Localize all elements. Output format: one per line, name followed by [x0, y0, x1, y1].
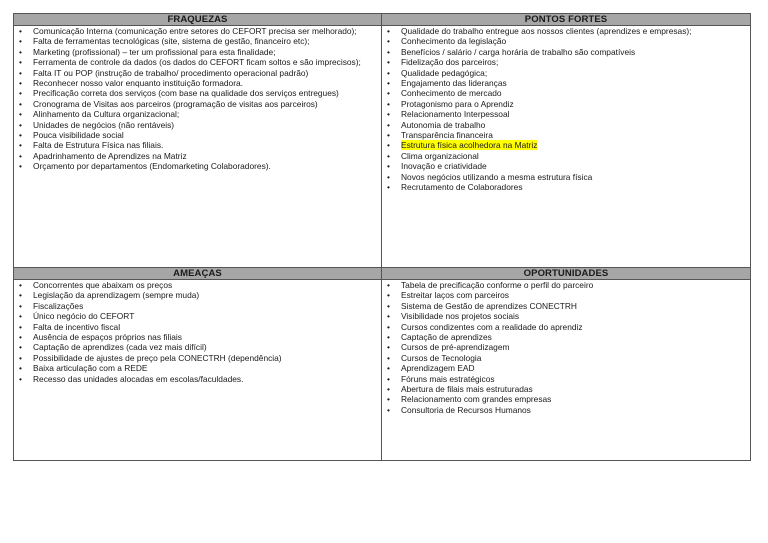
- list-item-text: Recesso das unidades alocadas em escolas/faculdades.: [33, 373, 244, 384]
- list-item: [382, 384, 746, 394]
- list-item: [382, 280, 746, 290]
- list-item: [14, 26, 377, 36]
- list-item-text: Relacionamento Interpessoal: [401, 109, 510, 120]
- list-item-text: Comunicação Interna (comunicação entre setores do CEFORT precisa ser melhorado);: [33, 26, 357, 36]
- list-item-text: Reconhecer nosso valor enquanto instituição formadora.: [33, 78, 243, 89]
- list-item-text: Autonomia de trabalho: [401, 119, 486, 130]
- list-item: [14, 47, 377, 57]
- list-item: [382, 88, 746, 98]
- pontos-fortes-header: PONTOS FORTES: [382, 14, 751, 26]
- list-item-text: Possibilidade de ajustes de preço pela CONECTRH (dependência): [33, 352, 282, 363]
- list-item: [14, 109, 377, 119]
- list-item-text: Qualidade do trabalho entregue aos nossos clientes (aprendizes e empresas);: [401, 26, 692, 36]
- list-item: [382, 363, 746, 373]
- list-item: [382, 405, 746, 415]
- list-item: [14, 57, 377, 67]
- list-item-text: Falta IT ou POP (instrução de trabalho/ procedimento operacional padrão): [33, 67, 309, 78]
- ameacas-cell: [14, 280, 382, 461]
- list-item-text: Sistema de Gestão de aprendizes CONECTRH: [401, 300, 577, 311]
- list-item-text: Ferramenta de controle da dados (os dados do CEFORT ficam soltos e são imprecisos);: [33, 57, 361, 68]
- pontos-fortes-cell: [382, 26, 751, 268]
- list-item: [382, 78, 746, 88]
- list-item-text: Estreitar laços com parceiros: [401, 290, 509, 301]
- list-item-text: Conhecimento da legislação: [401, 36, 507, 47]
- oportunidades-cell: [382, 280, 751, 461]
- list-item-text: Qualidade pedagógica;: [401, 67, 488, 78]
- list-item: [14, 88, 377, 98]
- list-item: [382, 99, 746, 109]
- list-item: [382, 120, 746, 130]
- list-item: [14, 140, 377, 150]
- list-item: [14, 290, 377, 300]
- list-item-text: Orçamento por departamentos (Endomarketing Colaboradores).: [33, 161, 271, 172]
- list-item-text: Benefícios / salário / carga horária de trabalho são compatíveis: [401, 46, 636, 57]
- list-item: [382, 290, 746, 300]
- list-item-text: Baixa articulação com a REDE: [33, 363, 148, 374]
- list-item: [382, 301, 746, 311]
- fraquezas-cell: [14, 26, 382, 268]
- list-item: [382, 26, 746, 36]
- list-item-text: Engajamento das lideranças: [401, 78, 507, 89]
- ameacas-list: [14, 280, 381, 384]
- list-item-text: Recrutamento de Colaboradores: [401, 182, 523, 193]
- list-item-text: Conhecimento de mercado: [401, 88, 502, 99]
- list-item-text: Fóruns mais estratégicos: [401, 373, 495, 384]
- list-item-text: Cursos de Tecnologia: [401, 352, 482, 363]
- list-item-text: Estrutura física acolhedora na Matriz: [401, 140, 538, 151]
- list-item-text: Novos negócios utilizando a mesma estrutura física: [401, 171, 593, 182]
- list-item-text: Falta de Estrutura Física nas filiais.: [33, 140, 164, 151]
- list-item-text: Cursos de pré-aprendizagem: [401, 342, 510, 353]
- list-item: [382, 161, 746, 171]
- list-item: [382, 68, 746, 78]
- list-item: [14, 301, 377, 311]
- list-item: [14, 120, 377, 130]
- list-item: [382, 109, 746, 119]
- list-item-text: Alinhamento da Cultura organizacional;: [33, 109, 180, 120]
- swot-table: [13, 13, 751, 461]
- list-item-text: Ausência de espaços próprios nas filiais: [33, 332, 182, 343]
- list-item-text: Falta de incentivo fiscal: [33, 321, 121, 332]
- list-item: [14, 130, 377, 140]
- list-item: [14, 36, 377, 46]
- list-item-text: Marketing (profissional) – ter um profissional para esta finalidade;: [33, 46, 276, 57]
- list-item: [382, 130, 746, 140]
- list-item-text: Legislação da aprendizagem (sempre muda): [33, 290, 200, 301]
- list-item: [14, 78, 377, 88]
- list-item: [14, 353, 377, 363]
- list-item-text: Pouca visibilidade social: [33, 130, 124, 141]
- list-item-text: Aprendizagem EAD: [401, 363, 475, 374]
- list-item: [382, 332, 746, 342]
- list-item: [14, 68, 377, 78]
- list-item: [382, 151, 746, 161]
- list-item-text: Unidades de negócios (não rentáveis): [33, 119, 175, 130]
- list-item-text: Precificação correta dos serviços (com base na qualidade dos serviços entregues): [33, 88, 339, 99]
- list-item-text: Clima organizacional: [401, 150, 479, 161]
- list-item: [382, 353, 746, 363]
- oportunidades-header: OPORTUNIDADES: [382, 268, 751, 280]
- ameacas-header: AMEAÇAS: [14, 268, 382, 280]
- fraquezas-header: FRAQUEZAS: [14, 14, 382, 26]
- pontos-fortes-list: [382, 26, 750, 193]
- list-item: [14, 332, 377, 342]
- list-item: [382, 57, 746, 67]
- list-item: [14, 311, 377, 321]
- fraquezas-list: [14, 26, 381, 172]
- list-item: [14, 322, 377, 332]
- list-item: [382, 172, 746, 182]
- list-item: [382, 182, 746, 192]
- list-item-text: Consultoria de Recursos Humanos: [401, 404, 531, 415]
- list-item-text: Apadrinhamento de Aprendizes na Matriz: [33, 150, 187, 161]
- list-item: [382, 311, 746, 321]
- list-item-text: Fiscalizações: [33, 300, 84, 311]
- list-item-text: Abertura de filais mais estruturadas: [401, 384, 533, 395]
- list-item-text: Transparência financeira: [401, 130, 493, 141]
- list-item-text: Único negócio do CEFORT: [33, 311, 135, 322]
- list-item: [382, 47, 746, 57]
- list-item: [382, 36, 746, 46]
- list-item: [14, 99, 377, 109]
- list-item: [382, 322, 746, 332]
- list-item-text: Tabela de precificação conforme o perfil do parceiro: [401, 280, 594, 290]
- list-item-text: Captação de aprendizes: [401, 332, 492, 343]
- list-item-text: Cronograma de Visitas aos parceiros (programação de visitas aos parceiros): [33, 98, 318, 109]
- list-item: [382, 394, 746, 404]
- list-item: [14, 280, 377, 290]
- list-item: [14, 161, 377, 171]
- list-item: [14, 363, 377, 373]
- list-item-text: Falta de ferramentas tecnológicas (site, sistema de gestão, financeiro etc);: [33, 36, 310, 47]
- list-item: [382, 374, 746, 384]
- list-item: [14, 374, 377, 384]
- list-item: [14, 151, 377, 161]
- list-item-text: Protagonismo para o Aprendiz: [401, 98, 514, 109]
- list-item: [382, 342, 746, 352]
- list-item-text: Captação de aprendizes (cada vez mais difícil): [33, 342, 207, 353]
- list-item-text: Fidelização dos parceiros;: [401, 57, 499, 68]
- list-item-text: Cursos condizentes com a realidade do aprendiz: [401, 321, 583, 332]
- list-item-text: Visibilidade nos projetos sociais: [401, 311, 520, 322]
- list-item: [382, 140, 746, 150]
- oportunidades-list: [382, 280, 750, 415]
- list-item-text: Relacionamento com grandes empresas: [401, 394, 552, 405]
- list-item-text: Concorrentes que abaixam os preços: [33, 280, 173, 290]
- list-item: [14, 342, 377, 352]
- list-item-text: Inovação e criatividade: [401, 161, 487, 172]
